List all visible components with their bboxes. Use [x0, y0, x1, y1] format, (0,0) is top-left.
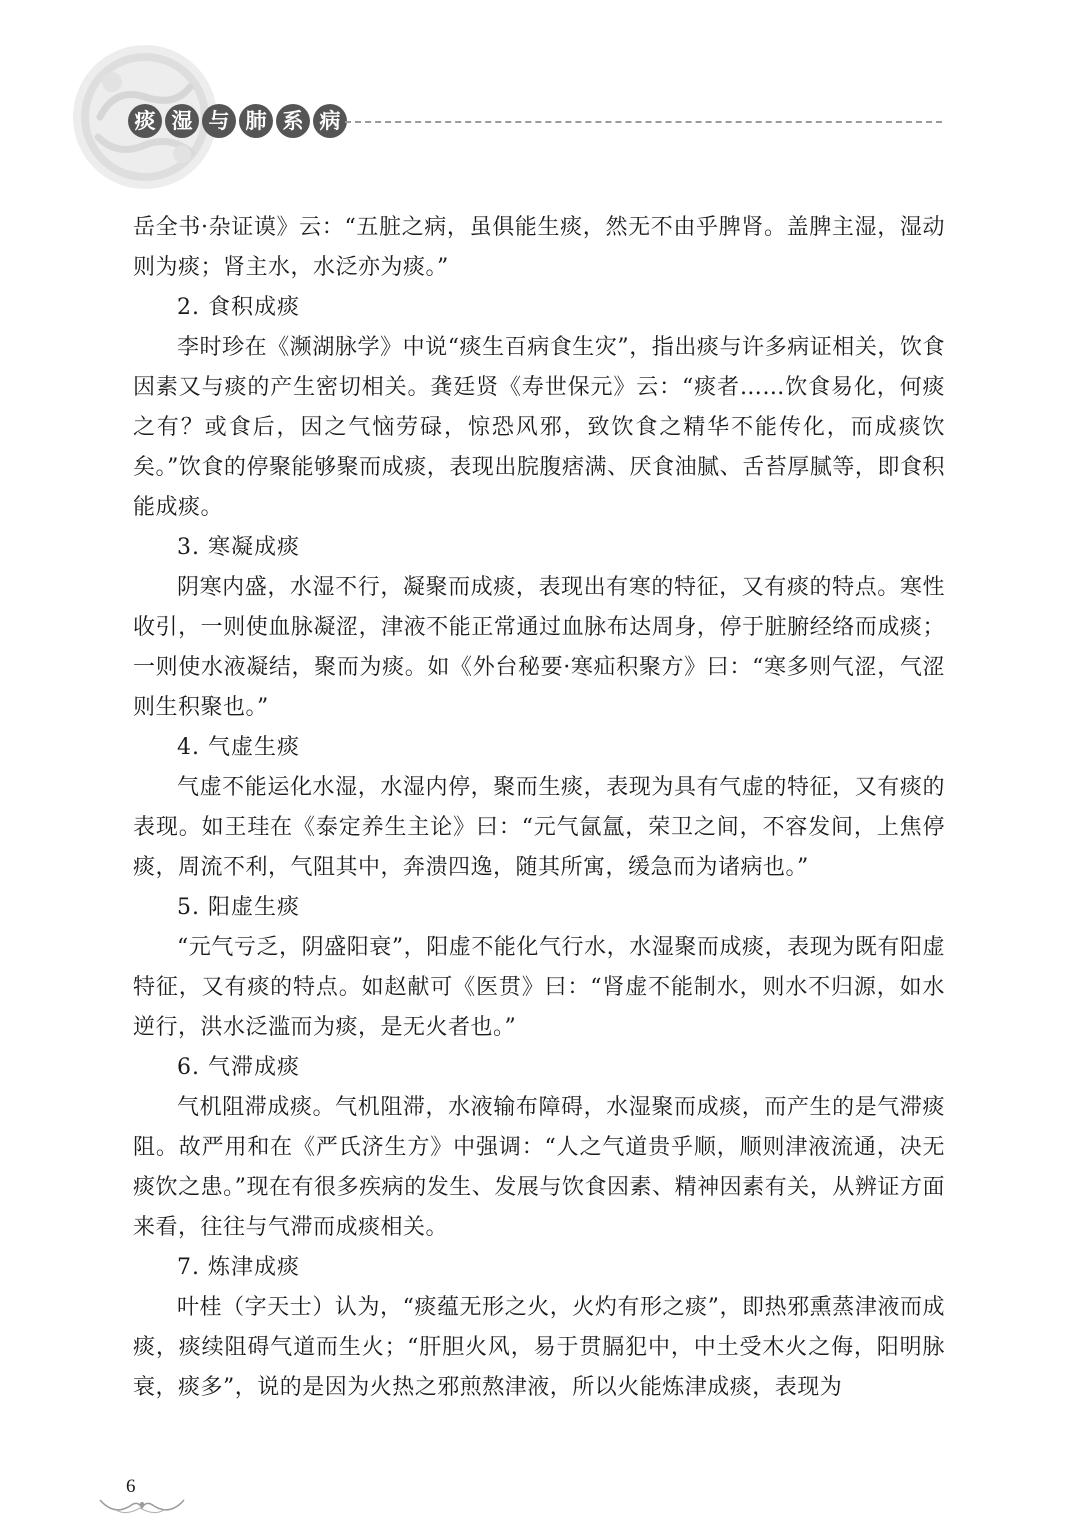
scroll-ornament-icon: [96, 1492, 186, 1518]
body-paragraph: 气机阻滞成痰。气机阻滞，水液输布障碍，水湿聚而成痰，而产生的是气滞痰阻。故严用和在《严氏济生方》中强调：“人之气道贵乎顺，顺则津液流通，决无痰饮之患。”现在有很多疾病的发生、发展与饮食因素、精神因素有关，从辨证方面来看，往往与气滞而成痰相关。: [133, 1095, 945, 1240]
title-char: 湿: [165, 104, 199, 138]
title-char: 病: [313, 104, 347, 138]
page-footer: [90, 1476, 190, 1526]
title-char: 与: [202, 104, 236, 138]
section-heading: 2. 食积成痰: [177, 295, 300, 320]
title-char: 肺: [239, 104, 273, 138]
running-head-title: [128, 104, 347, 138]
section-heading: 3. 寒凝成痰: [177, 535, 300, 560]
page-body: [133, 208, 945, 1408]
body-paragraph: 叶桂（字天士）认为，“痰蕴无形之火，火灼有形之痰”，即热邪熏蒸津液而成痰，痰续阻碍气道而生火；“肝胆火风，易于贯膈犯中，中土受木火之侮，阳明脉衰，痰多”，说的是因为火热之邪煎熬津液，所以火能炼津成痰，表现为: [133, 1295, 945, 1400]
page-header: [0, 0, 1087, 180]
page-number: 6: [126, 1476, 136, 1497]
title-char: 痰: [128, 104, 162, 138]
body-paragraph: 阴寒内盛，水湿不行，凝聚而成痰，表现出有寒的特征，又有痰的特点。寒性收引，一则使血脉凝涩，津液不能正常通过血脉布达周身，停于脏腑经络而成痰；一则使水液凝结，聚而为痰。如《外台秘要·寒疝积聚方》曰：“寒多则气涩，气涩则生积聚也。”: [133, 575, 945, 720]
section-heading: 5. 阳虚生痰: [177, 895, 300, 920]
body-paragraph: “元气亏乏，阴盛阳衰”，阳虚不能化气行水，水湿聚而成痰，表现为既有阳虚特征，又有痰的特点。如赵献可《医贯》曰：“肾虚不能制水，则水不归源，如水逆行，洪水泛滥而为痰，是无火者也。”: [133, 935, 945, 1040]
section-heading: 4. 气虚生痰: [177, 735, 300, 760]
header-divider: [345, 121, 942, 123]
body-paragraph: 李时珍在《濒湖脉学》中说“痰生百病食生灾”，指出痰与许多病证相关，饮食因素又与痰的产生密切相关。龚廷贤《寿世保元》云：“痰者……饮食易化，何痰之有？或食后，因之气恼劳碌，惊恐风邪，致饮食之精华不能传化，而成痰饮矣。”饮食的停聚能够聚而成痰，表现出脘腹痞满、厌食油腻、舌苔厚腻等，即食积能成痰。: [133, 335, 945, 520]
section-heading: 6. 气滞成痰: [177, 1055, 300, 1080]
body-paragraph: 气虚不能运化水湿，水湿内停，聚而生痰，表现为具有气虚的特征，又有痰的表现。如王珪在《泰定养生主论》曰：“元气氤氲，荣卫之间，不容发间，上焦停痰，周流不利，气阻其中，奔溃四逸，随其所寓，缓急而为诸病也。”: [133, 775, 945, 880]
title-char: 系: [276, 104, 310, 138]
section-heading: 7. 炼津成痰: [177, 1255, 300, 1280]
body-paragraph: 岳全书·杂证谟》云：“五脏之病，虽俱能生痰，然无不由乎脾肾。盖脾主湿，湿动则为痰；肾主水，水泛亦为痰。”: [133, 215, 945, 280]
